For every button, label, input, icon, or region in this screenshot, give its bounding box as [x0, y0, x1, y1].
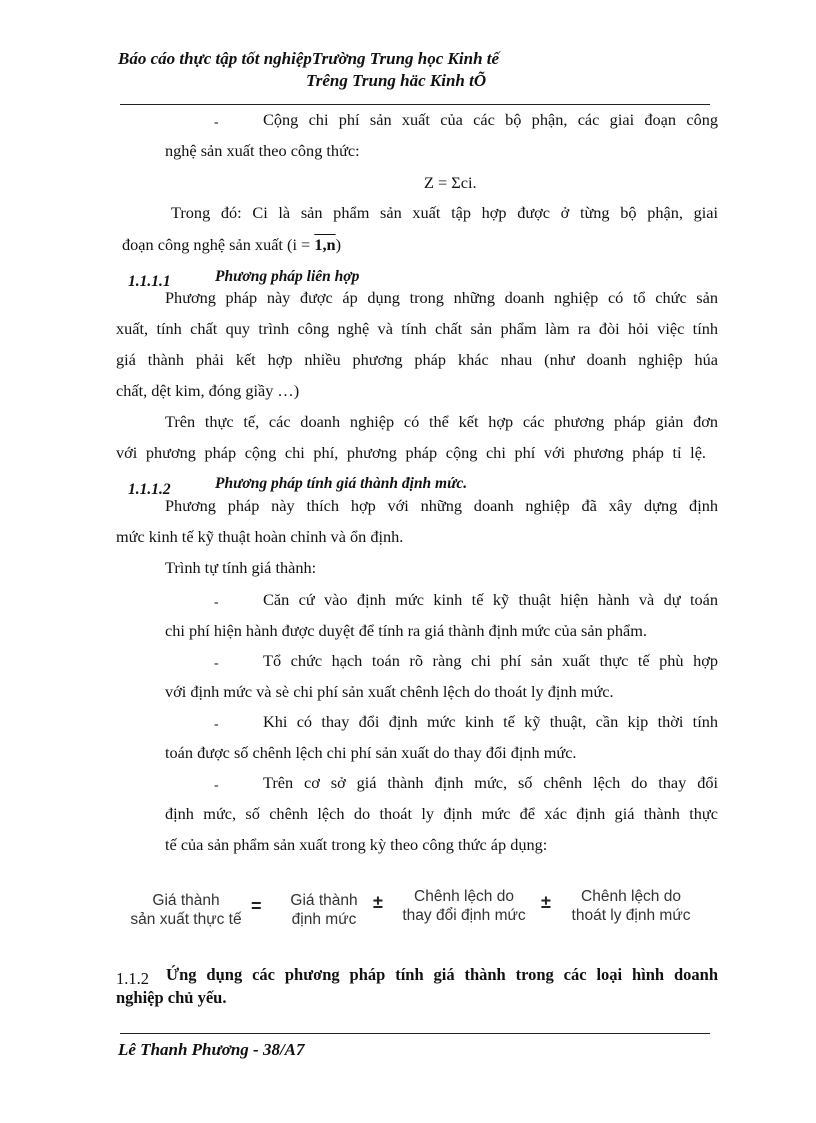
bullet-line: định mức, số chênh lệch do thoát ly định mức để xác định giá thành thực [165, 804, 718, 823]
formula-term-line: Chênh lệch do [414, 888, 514, 905]
paragraph-line [122, 235, 341, 255]
formula-term-actual-cost [116, 891, 256, 929]
section-heading: nghiệp chủ yếu. [116, 988, 227, 1007]
paragraph-line: giá thành phải kết hợp nhiều phương pháp khác nhau (như doanh nghiệp húa [116, 350, 718, 369]
paragraph-text: đoạn công nghệ sản xuất (i = [122, 235, 315, 254]
formula-term-norm-deviation [556, 887, 706, 925]
section-number: 1.1.2 [116, 969, 149, 988]
formula-plus-minus: ± [541, 892, 551, 912]
section-number: 1.1.1.1 [128, 273, 171, 290]
bullet-dash: - [214, 595, 219, 610]
bullet-line: Trên cơ sở giá thành định mức, số chênh lệch do thay đổi [263, 773, 718, 792]
header-title: Báo cáo thực tập tốt nghiệpTrường Trung học Kinh tế [118, 49, 500, 68]
section-title: Phương pháp tính giá thành định mức. [215, 475, 468, 492]
footer-author: Lê Thanh Phương - 38/A7 [118, 1040, 305, 1059]
paragraph-line: xuất, tính chất quy trình công nghệ và tính chất sản phẩm làm ra đòi hỏi việc tính [116, 319, 718, 338]
header-rule [120, 104, 710, 105]
paragraph-text: ) [335, 235, 342, 254]
section-number: 1.1.1.2 [128, 481, 171, 498]
bullet-line: tế của sản phẩm sản xuất trong kỳ theo công thức áp dụng: [165, 835, 548, 854]
paragraph-line: Trên thực tế, các doanh nghiệp có thể kết hợp các phương pháp giản đơn [165, 412, 718, 431]
formula-equals: = [251, 896, 262, 916]
paragraph-line: với phương pháp cộng chi phí, phương pháp cộng chi phí với phương pháp tỉ lệ. [116, 443, 706, 462]
footer-rule [120, 1033, 710, 1034]
paragraph-line: Phương pháp này thích hợp với những doanh nghiệp đã xây dựng định [165, 496, 718, 515]
paragraph-line: chất, dệt kim, đóng giầy …) [116, 381, 300, 400]
header-subtitle: Trêng Trung häc Kinh tÕ [306, 71, 487, 90]
formula-term-line: Chênh lệch do [581, 888, 681, 905]
paragraph-line: Trình tự tính giá thành: [165, 558, 317, 577]
paragraph-line: nghệ sản xuất theo công thức: [165, 141, 360, 160]
bullet-line: Căn cứ vào định mức kinh tế kỹ thuật hiện hành và dự toán [263, 590, 718, 609]
bullet-line: với định mức và sè chi phí sản xuất chênh lệch do thoát ly định mức. [165, 682, 614, 701]
section-title: Phương pháp liên hợp [215, 268, 360, 285]
formula-term-line: Giá thành [152, 892, 220, 909]
index-range: 1,n [314, 235, 336, 254]
formula-plus-minus: ± [373, 892, 383, 912]
bullet-line: toán được số chênh lệch chi phí sản xuất do thay đổi định mức. [165, 743, 577, 762]
bullet-dash: - [214, 115, 219, 130]
bullet-line: chi phí hiện hành được duyệt để tính ra giá thành định mức của sản phẩm. [165, 621, 648, 640]
formula-term-line: thay đổi định mức [402, 907, 526, 924]
bullet-line: Khi có thay đổi định mức kinh tế kỹ thuật, cần kịp thời tính [263, 712, 718, 731]
bullet-dash: - [214, 717, 219, 732]
formula-term-line: sản xuất thực tế [130, 911, 242, 928]
formula-term-norm-cost [278, 891, 370, 929]
bullet-line: Tổ chức hạch toán rõ ràng chi phí sản xuất thực tế phù hợp [263, 651, 718, 670]
formula-term-line: định mức [291, 911, 357, 928]
formula-term-norm-change [388, 887, 540, 925]
formula-z: Z = Σci. [424, 173, 477, 192]
paragraph-line: Cộng chi phí sản xuất của các bộ phận, các giai đoạn công [263, 110, 718, 129]
paragraph-line: mức kinh tế kỹ thuật hoàn chỉnh và ổn định. [116, 527, 404, 546]
formula-term-line: Giá thành [290, 892, 358, 909]
bullet-dash: - [214, 656, 219, 671]
formula-term-line: thoát ly định mức [571, 907, 691, 924]
bullet-dash: - [214, 778, 219, 793]
paragraph-line: Trong đó: Ci là sản phẩm sản xuất tập hợp được ở từng bộ phận, giai [171, 203, 718, 222]
paragraph-line: Phương pháp này được áp dụng trong những doanh nghiệp có tổ chức sản [165, 288, 718, 307]
section-heading: Ứng dụng các phương pháp tính giá thành trong các loại hình doanh [166, 965, 718, 984]
